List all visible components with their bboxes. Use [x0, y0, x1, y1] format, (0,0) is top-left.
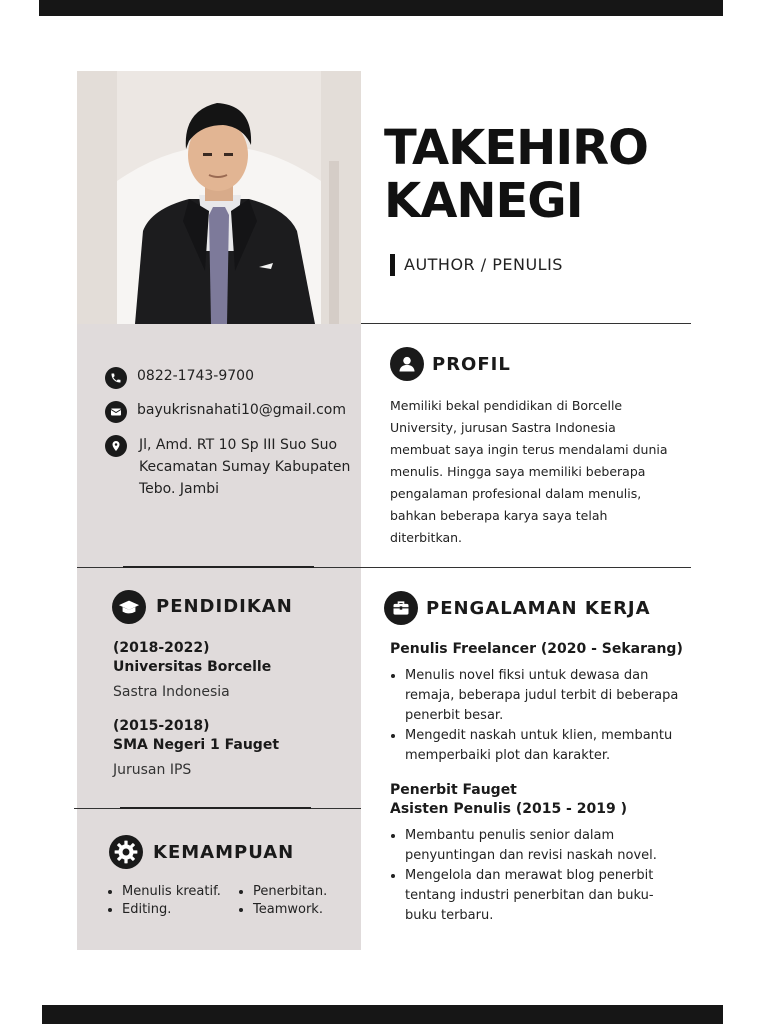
experience-heading: PENGALAMAN KERJA	[426, 598, 651, 619]
divider-right-top	[361, 323, 691, 324]
address-line: Jl, Amd. RT 10 Sp III Suo Suo	[139, 437, 338, 453]
job-title: Asisten Penulis (2015 - 2019 )	[390, 801, 627, 817]
skill-item: • Penerbitan.	[253, 883, 327, 901]
profile-photo	[77, 71, 361, 324]
phone-icon	[105, 367, 127, 389]
education-entry	[113, 639, 271, 700]
profile-text	[390, 395, 690, 549]
job-bullet: • Membantu penulis senior dalam penyuntingan dan revisi naskah novel.	[405, 826, 690, 866]
address-line: Kecamatan Sumay Kabupaten	[139, 459, 351, 475]
job-bullet: • Menulis novel fiksi untuk dewasa dan remaja, beberapa judul terbit di beberapa penerbit besar.	[405, 666, 690, 726]
top-bar	[39, 0, 723, 16]
address-line: Tebo. Jambi	[139, 481, 220, 497]
user-icon	[390, 347, 424, 381]
profile-line: diterbitkan.	[390, 530, 463, 545]
job-bullets	[390, 826, 690, 926]
skills-list-2	[235, 883, 327, 919]
skill-item: • Teamwork.	[253, 901, 327, 919]
contact-address	[139, 434, 350, 500]
gear-icon	[109, 835, 143, 869]
skills-list-1	[104, 883, 221, 919]
education-years: (2015-2018)	[113, 718, 210, 734]
location-icon	[105, 435, 127, 457]
education-entry	[113, 717, 279, 778]
bottom-bar	[42, 1005, 723, 1024]
job-role: AUTHOR / PENULIS	[404, 255, 563, 274]
skill-item: • Editing.	[122, 901, 221, 919]
job-entry	[390, 640, 690, 766]
skills-heading: KEMAMPUAN	[153, 842, 295, 863]
education-school: SMA Negeri 1 Fauget	[113, 737, 280, 753]
contact-phone: 0822-1743-9700	[137, 368, 254, 384]
contact-email: bayukrisnahati10@gmail.com	[137, 402, 347, 418]
name-line-1: TAKEHIRO	[384, 120, 648, 176]
role-accent-bar	[390, 254, 395, 276]
job-entry	[390, 781, 690, 926]
profile-line: menulis. Hingga saya memiliki beberapa	[390, 464, 646, 479]
briefcase-icon	[384, 591, 418, 625]
full-name	[384, 122, 648, 228]
education-major: Sastra Indonesia	[113, 684, 230, 700]
profile-line: pengalaman profesional dalam menulis,	[390, 486, 642, 501]
education-years: (2018-2022)	[113, 640, 210, 656]
job-bullet: • Mengedit naskah untuk klien, membantu memperbaiki plot dan karakter.	[405, 726, 690, 766]
education-heading: PENDIDIKAN	[156, 596, 293, 617]
profile-line: University, jurusan Sastra Indonesia	[390, 420, 616, 435]
job-title: Penerbit Fauget	[390, 782, 517, 798]
job-title: Penulis Freelancer (2020 - Sekarang)	[390, 641, 683, 657]
education-school: Universitas Borcelle	[113, 659, 272, 675]
job-bullets	[390, 666, 690, 766]
name-line-2: KANEGI	[384, 173, 583, 229]
divider-bottom-accent	[120, 807, 311, 809]
email-icon	[105, 401, 127, 423]
profile-heading: PROFIL	[432, 354, 511, 375]
profile-line: bahkan beberapa karya saya telah	[390, 508, 608, 523]
divider-middle-accent	[123, 566, 314, 568]
skill-item: • Menulis kreatif.	[122, 883, 221, 901]
education-major: Jurusan IPS	[113, 762, 192, 778]
job-bullet: • Mengelola dan merawat blog penerbit tentang industri penerbitan dan buku- buku terbaru.	[405, 866, 690, 926]
profile-line: Memiliki bekal pendidikan di Borcelle	[390, 398, 623, 413]
profile-line: membuat saya ingin terus mendalami dunia	[390, 442, 668, 457]
graduation-cap-icon	[112, 590, 146, 624]
